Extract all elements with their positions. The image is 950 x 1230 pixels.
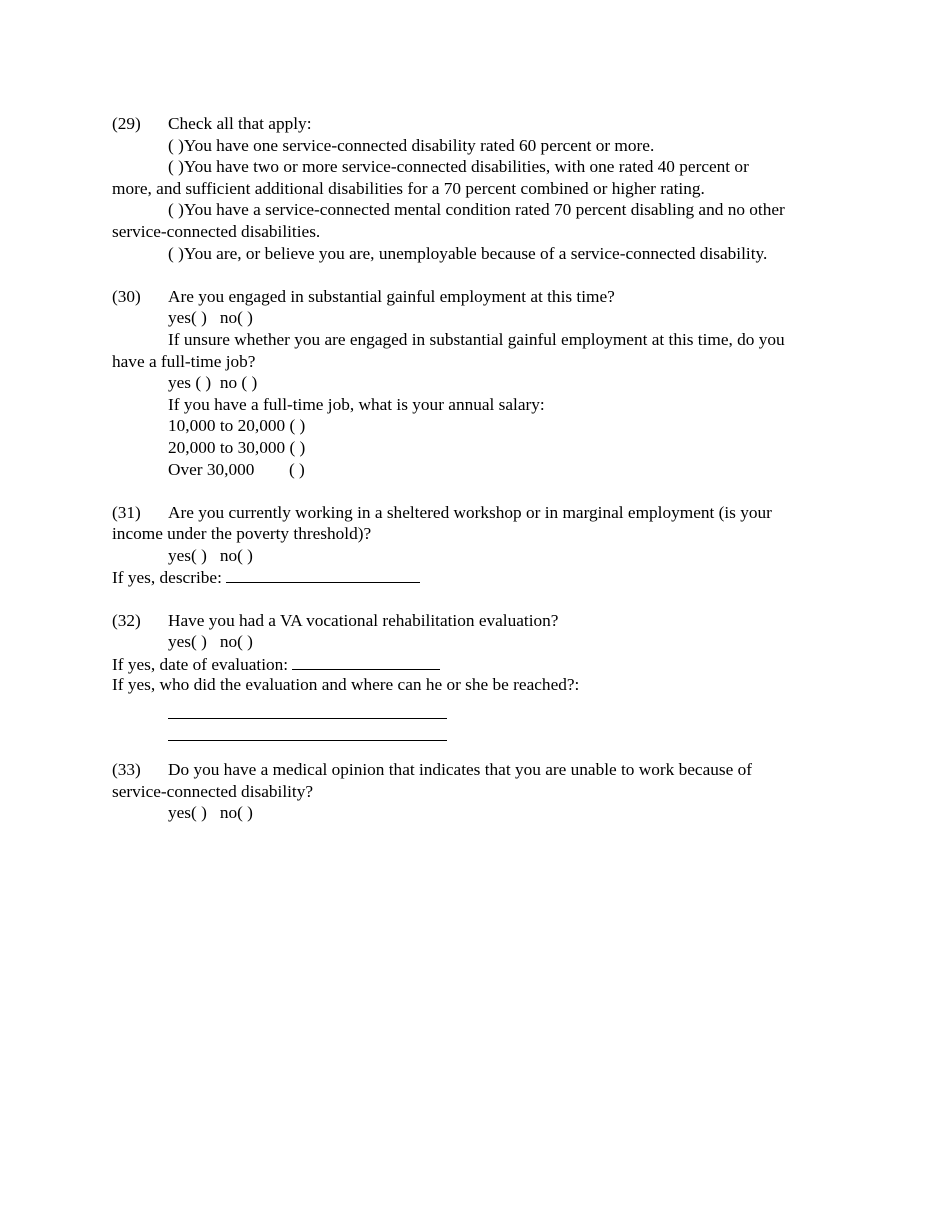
- q32-who-question: If yes, who did the evaluation and where can he or she be reached?:: [112, 675, 580, 695]
- q29-option-3[interactable]: ( )You have a service-connected mental condition rated 70 percent disabling and no other: [168, 200, 785, 220]
- q33-heading: [112, 759, 842, 781]
- q31-title: Are you currently working in a sheltered workshop or in marginal employment (is your: [168, 502, 772, 522]
- q29-option-1[interactable]: ( )You have one service-connected disability rated 60 percent or more.: [168, 135, 655, 155]
- spacer: [112, 480, 842, 502]
- q30-title: Are you engaged in substantial gainful employment at this time?: [168, 286, 615, 306]
- q30-fulltime-yes-no[interactable]: yes ( ) no ( ): [168, 373, 258, 393]
- q33-title-cont: service-connected disability?: [112, 781, 314, 801]
- q29-number: (29): [112, 114, 141, 133]
- q33-yes-no[interactable]: yes( ) no( ): [168, 803, 253, 823]
- q32-who-field-2[interactable]: [168, 724, 447, 741]
- q32-date-field[interactable]: [292, 653, 440, 670]
- questionnaire-page: [112, 113, 842, 824]
- q30-salary-range-3[interactable]: Over 30,000 ( ): [168, 459, 305, 479]
- q32-who-field-1[interactable]: [168, 702, 447, 719]
- q29-option-4[interactable]: ( )You are, or believe you are, unemployable because of a service-connected disability.: [168, 243, 768, 263]
- spacer: [112, 264, 842, 286]
- spacer: [112, 588, 842, 610]
- q30-salary-question: If you have a full-time job, what is your annual salary:: [168, 394, 545, 414]
- q31-describe-row: [112, 566, 842, 588]
- q30-unsure-question: If unsure whether you are engaged in substantial gainful employment at this time, do you: [168, 329, 785, 349]
- q31-number: (31): [112, 502, 141, 522]
- q32-yes-no[interactable]: yes( ) no( ): [168, 632, 253, 652]
- q33-number: (33): [112, 760, 141, 780]
- q29-heading: [112, 113, 842, 135]
- q31-describe-field[interactable]: [226, 566, 420, 583]
- q32-title: Have you had a VA vocational rehabilitation evaluation?: [168, 610, 559, 630]
- q29-option-3-cont: service-connected disabilities.: [112, 221, 321, 241]
- q32-date-row: [112, 653, 842, 675]
- q31-describe-label: If yes, describe:: [112, 568, 222, 588]
- q29-option-2-cont: more, and sufficient additional disabilities for a 70 percent combined or higher rating.: [112, 178, 705, 198]
- q30-yes-no[interactable]: yes( ) no( ): [168, 308, 253, 328]
- q30-salary-range-1[interactable]: 10,000 to 20,000 ( ): [168, 416, 306, 436]
- q30-salary-range-2[interactable]: 20,000 to 30,000 ( ): [168, 437, 306, 457]
- q33-title: Do you have a medical opinion that indicates that you are unable to work because of: [168, 760, 753, 780]
- q29-title: Check all that apply:: [168, 114, 312, 133]
- q32-number: (32): [112, 610, 141, 630]
- q30-number: (30): [112, 286, 141, 306]
- spacer: [112, 745, 842, 759]
- q29-option-2[interactable]: ( )You have two or more service-connected disabilities, with one rated 40 percent or: [168, 157, 749, 177]
- q32-date-label: If yes, date of evaluation:: [112, 654, 289, 674]
- q31-heading: [112, 502, 842, 524]
- q30-unsure-question-cont: have a full-time job?: [112, 351, 256, 371]
- q32-heading: [112, 610, 842, 632]
- q30-heading: [112, 286, 842, 308]
- q32-who-line-2-row: [112, 724, 842, 746]
- q32-who-line-1-row: [112, 702, 842, 724]
- q31-title-cont: income under the poverty threshold)?: [112, 524, 372, 544]
- q31-yes-no[interactable]: yes( ) no( ): [168, 545, 253, 565]
